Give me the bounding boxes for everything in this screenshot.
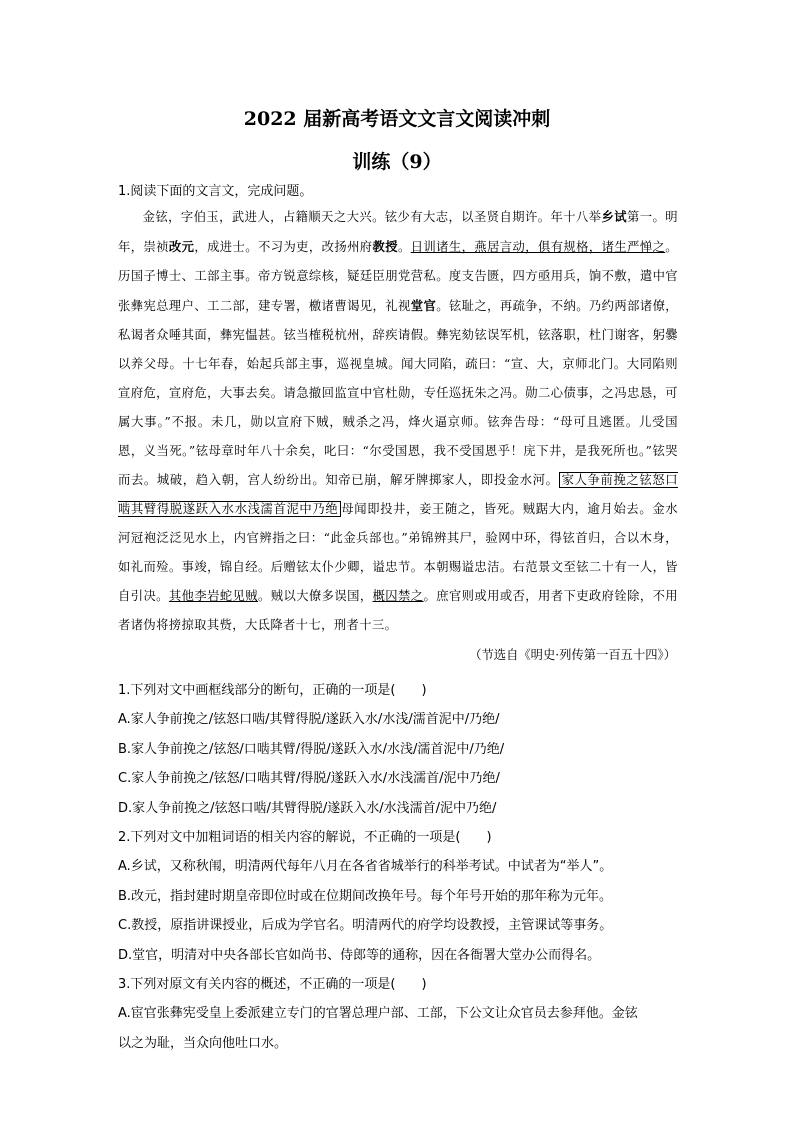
bold-term-jiaoshou: 教授 xyxy=(372,239,398,254)
classical-chinese-passage xyxy=(118,202,678,640)
question-3-option-a-continued: 以之为耻，当众向他吐口水。 xyxy=(118,1035,288,1051)
question-list xyxy=(118,676,678,1058)
document-title: 2022 届新高考语文文言文阅读冲刺 xyxy=(243,108,551,130)
question-2-option-c[interactable]: C.教授，原指讲课授业，后成为学官名。明清两代的府学均设教授，主管课试等事务。 xyxy=(118,918,613,934)
question-3-option-a[interactable]: A.宦官张彝宪受皇上委派建立专门的官署总理户部、工部，下公文让众官员去参拜他。金铉 xyxy=(118,1006,638,1022)
passage-text: 。贼以大僚多误国， xyxy=(258,589,373,603)
question-1-option-d[interactable]: D.家人争前挽之/铉怒口啮/其臂得脱/遂跃入水/水浅濡首/泥中乃绝/ xyxy=(118,800,497,816)
question-1-option-b[interactable]: B.家人争前挽之/铉怒/口啮其臂/得脱/遂跃入水/水浅/濡首泥中/乃绝/ xyxy=(118,741,505,757)
question-2-option-b[interactable]: B.改元，指封建时期皇帝即位时或在位期间改换年号。每个年号开始的那年称为元年。 xyxy=(118,888,613,904)
question-1-option-c[interactable]: C.家人争前挽之/铉怒/口啮其臂/得脱/遂跃入水/水浅濡首/泥中乃绝/ xyxy=(118,771,500,787)
bold-term-gaiyuan: 改元 xyxy=(168,239,195,254)
passage-text: ，成进士。不习为吏，改扬州府 xyxy=(194,240,373,254)
passage-text: 。 xyxy=(397,240,411,254)
question-2-option-a[interactable]: A.乡试，又称秋闱，明清两代每年八月在各省省城举行的科举考试。中试者为“举人”。 xyxy=(118,859,613,875)
question-1-stem: 1.下列对文中画框线部分的断句，正确的一项是( ) xyxy=(118,683,427,698)
reading-instruction: 1.阅读下面的文言文，完成问题。 xyxy=(118,184,313,199)
question-2-stem: 2.下列对文中加粗词语的相关内容的解说，不正确的一项是( ) xyxy=(118,830,492,846)
boxed-sentence: 家人争前挽之铉怒口啮其臂得脱遂跃入水水浅濡首泥中乃绝 xyxy=(118,473,678,516)
underlined-sentence: 其他李岩蛇见贼 xyxy=(168,589,259,603)
passage-text: 第一。明年，崇祯 xyxy=(118,210,678,254)
passage-text: 金铉，字伯玉，武进人，占籍顺天之大兴。铉少有大志，以圣贤自期许。年十八举 xyxy=(142,210,602,224)
underlined-sentence: 日训诸生，燕居言动，俱有规格，诸生严惮之 xyxy=(410,240,666,254)
passage-text: 。庶官则或用或否，用者下吏政府铨除，不用者诸伪将搒掠取其赀，大氐降者十七，刑者十三。 xyxy=(118,589,678,632)
question-2-option-d[interactable]: D.堂官，明清对中央各部长官如尚书、侍郎等的通称，因在各衙署大堂办公而得名。 xyxy=(118,947,601,963)
passage-text: 母闻即投井，妾王随之，皆死。贼踞大内，逾月始去。金水河冠袍泛泛见水上，内官辨指之曰：“此金兵部也。”弟锦辨其尸，验网中环，得铉首归，合以木身，如礼而殓。事竣，锦自经。后赠铉太仆少卿，谥忠节。本朝赐谥忠洁。右范景文至铉二十有一人，皆自引决。 xyxy=(118,502,678,603)
passage-paragraph xyxy=(118,202,678,640)
passage-source: （节选自《明史·列传第一百五十四》） xyxy=(469,648,676,662)
underlined-sentence: 概囚禁之 xyxy=(372,589,424,603)
bold-term-xiangshi: 乡试 xyxy=(601,209,628,224)
question-1-option-a[interactable]: A.家人争前挽之/铉怒口啮/其臂得脱/遂跃入水/水浅/濡首泥中/乃绝/ xyxy=(118,712,500,728)
document-subtitle: 训练（9） xyxy=(352,151,442,173)
passage-text: 。铉耻之，再疏争，不纳。乃约两部诸僚，私谒者众唾其面，彝宪愠甚。铉当榷税杭州，辞疾请假。彝宪劾铉误军机，铉落职，杜门谢客，躬爨以养父母。十七年春，始起兵部主事，巡视皇城。闻大同陷，疏曰：“宣、大，京师北门。大同陷则宣府危，宣府危，大事去矣。请急撤回监宣中官杜勋，专任巡抚朱之冯。勋二心债事，之冯忠恳，可属大事。”不报。未几，勋以宣府下贼，贼杀之冯，烽火逼京师。铉奔告母：“母可且逃匿。儿受国恩，义当死。”铉母章时年八十余矣，叱曰：“尔受国恩，我不受国恩乎！庑下井，是我死所也。”铉哭而去。城破，趋入朝，宫人纷纷出。知帝已崩，解牙牌掷家人，即投金水河。 xyxy=(118,299,678,487)
question-3-stem: 3.下列对原文有关内容的概述，不正确的一项是( ) xyxy=(118,977,427,993)
passage-text: 。历国子博士、工部主事。帝方锐意综核，疑廷臣朋党营私。度支告匮，四方亟用兵，饷不敷，遣中官张彝宪总理户、工二部，建专署，檄诸曹谒见，礼视 xyxy=(118,240,678,313)
bold-term-tangguan: 堂官 xyxy=(410,298,437,313)
